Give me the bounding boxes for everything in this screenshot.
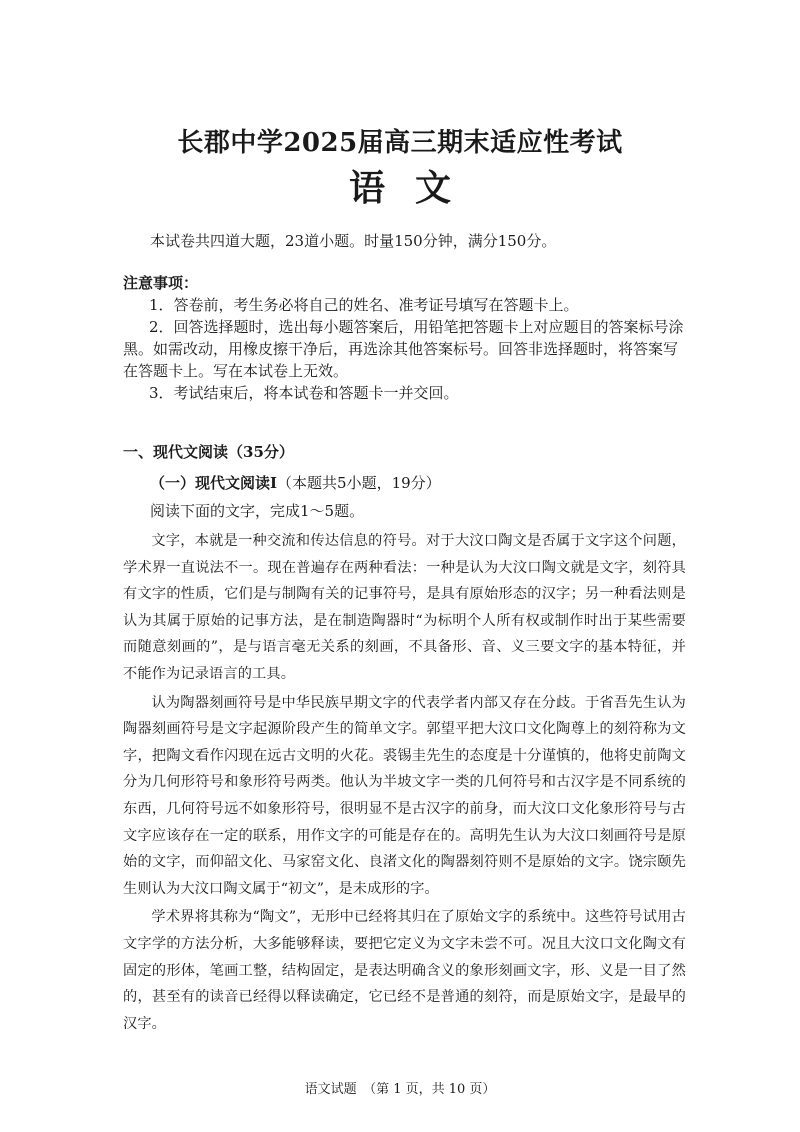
sub-section-heading (150, 472, 441, 493)
notice-item-3 (123, 382, 688, 404)
notice-item-text: 3．考试结束后，将本试卷和答题卡一并交回。 (149, 384, 459, 402)
exam-intro: 本试卷共四道大题，23道小题。时量150分钟，满分150分。 (150, 232, 557, 250)
notice-heading: 注意事项： (123, 274, 199, 292)
notice-item-2 (123, 316, 688, 382)
section-heading: 一、现代文阅读（35分） (123, 443, 294, 461)
sub-heading-note: （本题共5小题，19分） (277, 474, 441, 492)
passage-paragraph: 学术界将其称为“陶文”，无形中已经将其归在了原始文字的系统中。这些符号试用古文字学的方法分析，大多能够释读，要把它定义为文字未尝不可。况且大汶口文化陶文有固定的形体，笔画工整，结构固定，是表达明确含义的象形刻画文字，形、义是一目了然的，甚至有的读音已经得以释读确定，它已经不是普通的刻符，而是原始文字，是最早的汉字。 (123, 909, 686, 1032)
sub-heading-title: （一）现代文阅读Ⅰ (150, 474, 278, 492)
passage-paragraph: 文字，本就是一种交流和传达信息的符号。对于大汶口陶文是否属于文字这个问题，学术界一直说法不一。现在普遍存在两种看法：一种是认为大汶口陶文就是文字，刻符具有文字的性质，它们是与制陶有关的记事符号，是具有原始形态的汉字；另一种看法则是认为其属于原始的记事方法，是在制造陶器时“为标明个人所有权或制作时出于某些需要而随意刻画的”，是与语言毫无关系的刻画，不具备形、音、义三要文字的基本特征，并不能作为记录语言的工具。 (123, 533, 686, 682)
reading-passage (123, 528, 686, 1037)
passage-paragraph: 认为陶器刻画符号是中华民族早期文字的代表学者内部又存在分歧。于省吾先生认为陶器刻画符号是文字起源阶段产生的简单文字。郭望平把大汶口文化陶尊上的刻符称为文字，把陶文看作闪现在远古文明的火花。裘锡圭先生的态度是十分谨慎的，他将史前陶文分为几何形符号和象形符号两类。他认为半坡文字一类的几何符号和古汉字是不同系统的东西，几何符号远不如象形符号，很明显不是古汉字的前身，而大汶口文化象形符号与古文字应该存在一定的联系，用作文字的可能是存在的。高明先生认为大汶口刻画符号是原始的文字，而仰韶文化、马家窑文化、良渚文化的陶器刻符则不是原始的文字。饶宗颐先生则认为大汶口陶文属于“初文”，是未成形的字。 (123, 694, 686, 897)
exam-title: 长郡中学2025届高三期末适应性考试 (177, 128, 623, 158)
notice-item-text: 1．答卷前，考生务必将自己的姓名、准考证号填写在答题卡上。 (149, 296, 579, 314)
page-footer: 语文试题 （第 1 页，共 10 页） (304, 1082, 496, 1097)
notice-item-text: 2．回答选择题时，选出每小题答案后，用铅笔把答题卡上对应题目的答案标号涂黑。如需改动，用橡皮擦干净后，再选涂其他答案标号。回答非选择题时，将答案写在答题卡上。写在本试卷上无效。 (123, 318, 684, 380)
notice-item-1 (123, 294, 688, 316)
subject-title: 语文 (348, 167, 481, 209)
reading-instruction: 阅读下面的文字，完成1～5题。 (150, 502, 365, 520)
